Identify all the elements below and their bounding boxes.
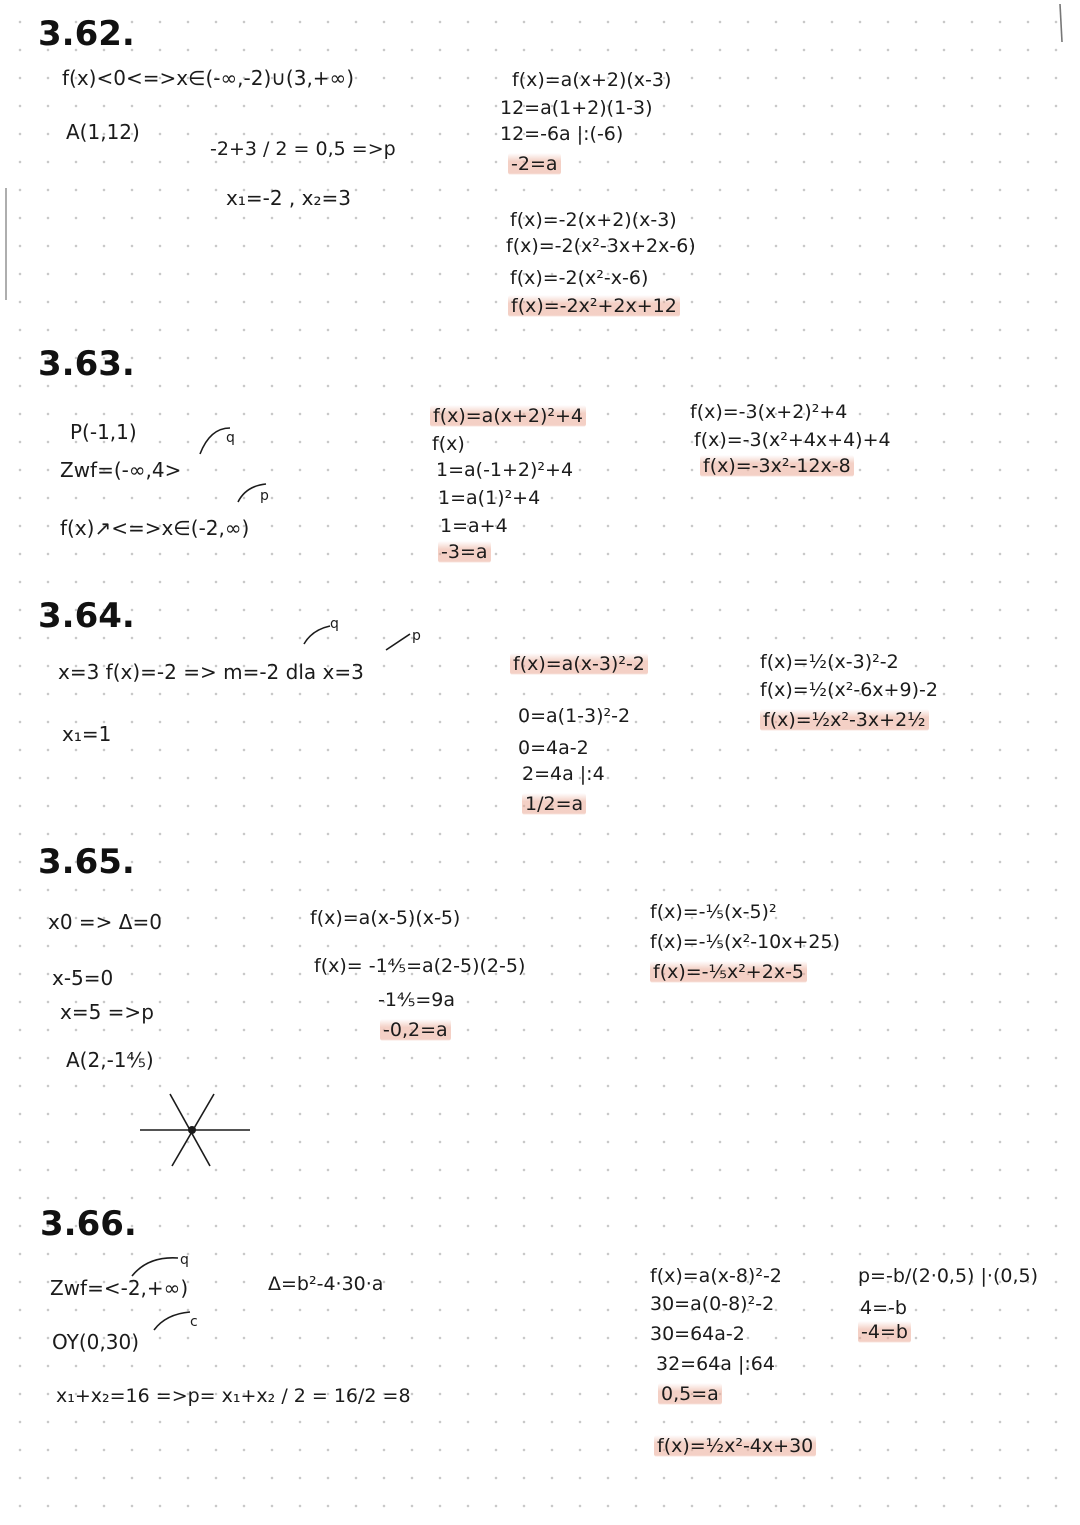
line-3-63-m5: -3=a	[438, 541, 491, 563]
line-3-63-range: Zwf=(-∞,4>	[60, 458, 182, 482]
arrow-to-q-icon	[196, 420, 236, 460]
line-3-62-domain: f(x)<0<=>x∈(-∞,-2)∪(3,+∞)	[62, 66, 355, 90]
line-3-66-r4-wrap	[658, 1382, 722, 1406]
line-3-64-m0: f(x)=a(x-3)²-2	[510, 653, 648, 675]
line-3-62-m3-wrap	[508, 152, 561, 176]
line-3-65-m3: -0,2=a	[380, 1019, 451, 1041]
line-3-62-m2: 12=-6a |:(-6)	[500, 123, 624, 145]
line-3-64-p-label: p	[412, 628, 421, 644]
line-3-62-m4: f(x)=-2(x+2)(x-3)	[510, 209, 677, 231]
line-3-66-m0: Δ=b²-4·30·a	[268, 1273, 384, 1295]
line-3-64-m2: 0=4a-2	[518, 737, 589, 759]
line-3-66-r3: 32=64a |:64	[656, 1353, 775, 1375]
problem-number-3-65: 3.65.	[38, 842, 135, 882]
line-3-62-m5: f(x)=-2(x²-3x+2x-6)	[506, 235, 696, 257]
line-3-62-m6: f(x)=-2(x²-x-6)	[510, 267, 649, 289]
line-3-63-q-label: q	[226, 430, 235, 446]
line-3-63-m1: f(x)	[432, 433, 465, 455]
line-3-64-condition: x=3 f(x)=-2 => m=-2 dla x=3	[58, 660, 364, 684]
line-3-62-vertex-calc: -2+3 / 2 = 0,5 =>p	[210, 138, 396, 160]
line-3-65-delta: x0 => Δ=0	[48, 910, 162, 934]
line-3-62-m1: 12=a(1+2)(1-3)	[500, 97, 653, 119]
line-3-62-roots: x₁=-2 , x₂=3	[226, 186, 351, 210]
line-3-66-fr2: -4=b	[858, 1321, 911, 1343]
line-3-64-m0-wrap	[510, 652, 648, 676]
line-3-65-m1: f(x)= -1⅘=a(2-5)(2-5)	[314, 955, 526, 977]
line-3-66-vertex: x₁+x₂=16 =>p= x₁+x₂ / 2 = 16/2 =8	[56, 1385, 411, 1407]
line-3-65-r2-wrap	[650, 960, 807, 984]
line-3-66-fr2-wrap	[858, 1320, 911, 1344]
line-3-65-x: x=5 =>p	[60, 1000, 154, 1024]
line-3-65-eq: x-5=0	[52, 966, 114, 990]
arrow-to-q-icon	[298, 620, 338, 650]
line-3-62-point: A(1,12)	[66, 120, 140, 144]
line-3-66-q-label: q	[180, 1252, 189, 1268]
line-3-64-root: x₁=1	[62, 722, 112, 746]
line-3-66-oy: OY(0,30)	[52, 1330, 140, 1354]
line-3-65-r1: f(x)=-⅕(x²-10x+25)	[650, 931, 841, 953]
line-3-63-monotonic: f(x)↗<=>x∈(-2,∞)	[60, 516, 250, 540]
problem-number-3-63: 3.63.	[38, 344, 135, 384]
line-3-63-m4: 1=a+4	[440, 515, 508, 537]
line-3-64-m4: 1/2=a	[522, 793, 586, 815]
line-3-66-r2: 30=64a-2	[650, 1323, 745, 1345]
line-3-64-r1: f(x)=½(x²-6x+9)-2	[760, 679, 938, 701]
line-3-63-r0: f(x)=-3(x+2)²+4	[690, 401, 848, 423]
line-3-62-m7-wrap	[508, 294, 680, 318]
line-3-66-r5-wrap	[654, 1434, 816, 1458]
line-3-66-range: Zwf=<-2,+∞)	[50, 1276, 189, 1300]
line-3-62-m7: f(x)=-2x²+2x+12	[508, 295, 680, 317]
problem-number-3-66: 3.66.	[40, 1204, 137, 1244]
line-3-63-m3: 1=a(1)²+4	[438, 487, 541, 509]
line-3-63-m2: 1=a(-1+2)²+4	[436, 459, 574, 481]
line-3-64-m1: 0=a(1-3)²-2	[518, 705, 631, 727]
line-3-66-r1: 30=a(0-8)²-2	[650, 1293, 775, 1315]
line-3-64-m4-wrap	[522, 792, 586, 816]
line-3-64-r2-wrap	[760, 708, 929, 732]
problem-number-3-64: 3.64.	[38, 596, 135, 636]
line-3-65-m0: f(x)=a(x-5)(x-5)	[310, 907, 461, 929]
line-3-65-r0: f(x)=-⅕(x-5)²	[650, 901, 777, 923]
line-3-63-p-label: p	[260, 488, 269, 504]
line-3-65-r2: f(x)=-⅕x²+2x-5	[650, 961, 807, 983]
tangent-sketch-icon	[130, 1090, 260, 1170]
line-3-66-r4: 0,5=a	[658, 1383, 722, 1405]
line-3-64-r0: f(x)=½(x-3)²-2	[760, 651, 899, 673]
arrow-to-p-icon	[380, 630, 420, 654]
line-3-66-fr0: p=-b/(2·0,5) |·(0,5)	[858, 1265, 1038, 1287]
arrow-to-p-icon	[234, 478, 274, 508]
line-3-65-m3-wrap	[380, 1018, 451, 1042]
line-3-65-point: A(2,-1⅘)	[66, 1048, 154, 1072]
line-3-63-r1: f(x)=-3(x²+4x+4)+4	[694, 429, 891, 451]
line-3-63-m0-wrap	[430, 404, 586, 428]
problem-number-3-62: 3.62.	[38, 14, 135, 54]
line-3-66-c-label: c	[190, 1314, 198, 1330]
line-3-62-m3: -2=a	[508, 153, 561, 175]
line-3-63-m5-wrap	[438, 540, 491, 564]
line-3-63-point: P(-1,1)	[70, 420, 137, 444]
line-3-64-r2: f(x)=½x²-3x+2½	[760, 709, 929, 731]
line-3-63-r2-wrap	[700, 454, 854, 478]
line-3-64-m3: 2=4a |:4	[522, 763, 605, 785]
line-3-66-r5: f(x)=½x²-4x+30	[654, 1435, 816, 1457]
line-3-66-r0: f(x)=a(x-8)²-2	[650, 1265, 782, 1287]
line-3-63-m0: f(x)=a(x+2)²+4	[430, 405, 586, 427]
line-3-65-m2: -1⅘=9a	[378, 989, 456, 1011]
arrow-to-c-icon	[150, 1308, 194, 1334]
line-3-64-q-label: q	[330, 616, 339, 632]
line-3-63-r2: f(x)=-3x²-12x-8	[700, 455, 854, 477]
line-3-66-fr1: 4=-b	[860, 1297, 907, 1319]
line-3-62-m0: f(x)=a(x+2)(x-3)	[512, 69, 672, 91]
